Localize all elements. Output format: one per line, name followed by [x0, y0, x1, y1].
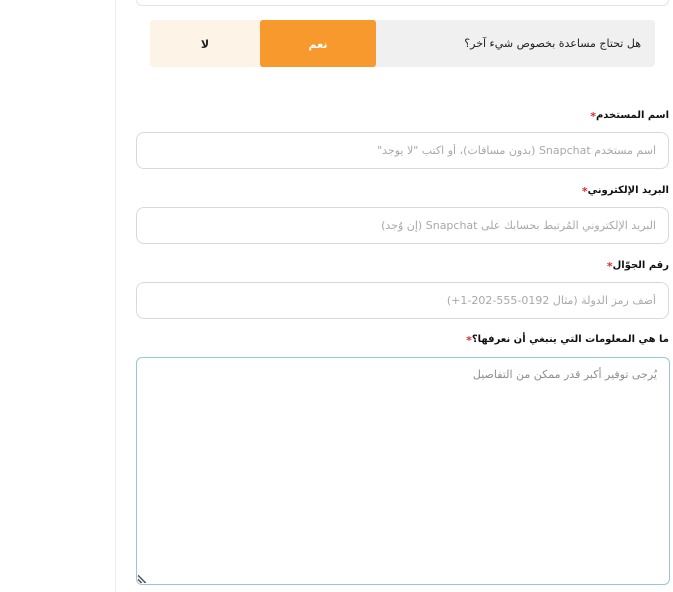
details-label-text: ما هي المعلومات التي ينبغي أن نعرفها؟ [471, 334, 669, 345]
email-label-text: البريد الإلكتروني [587, 185, 669, 196]
username-input[interactable] [136, 132, 669, 169]
email-input[interactable] [136, 207, 669, 244]
details-textarea[interactable] [136, 357, 670, 585]
yes-button[interactable]: نعم [260, 20, 376, 67]
details-label [466, 334, 669, 347]
required-mark: * [606, 260, 613, 273]
no-button[interactable]: لا [150, 20, 260, 67]
left-gutter [0, 0, 116, 592]
phone-label [607, 260, 669, 273]
previous-section-card [136, 0, 669, 6]
required-mark: * [581, 185, 588, 198]
help-question-text: هل تحتاج مساعدة بخصوص شيء آخر؟ [464, 37, 641, 50]
help-question-row [150, 20, 655, 67]
required-mark: * [466, 334, 472, 347]
phone-label-text: رقم الجوّال [612, 260, 669, 271]
username-label-text: اسم المستخدم [595, 110, 669, 121]
email-label [582, 185, 669, 198]
phone-input[interactable] [136, 282, 669, 319]
required-mark: * [590, 110, 596, 123]
username-label [590, 110, 669, 123]
